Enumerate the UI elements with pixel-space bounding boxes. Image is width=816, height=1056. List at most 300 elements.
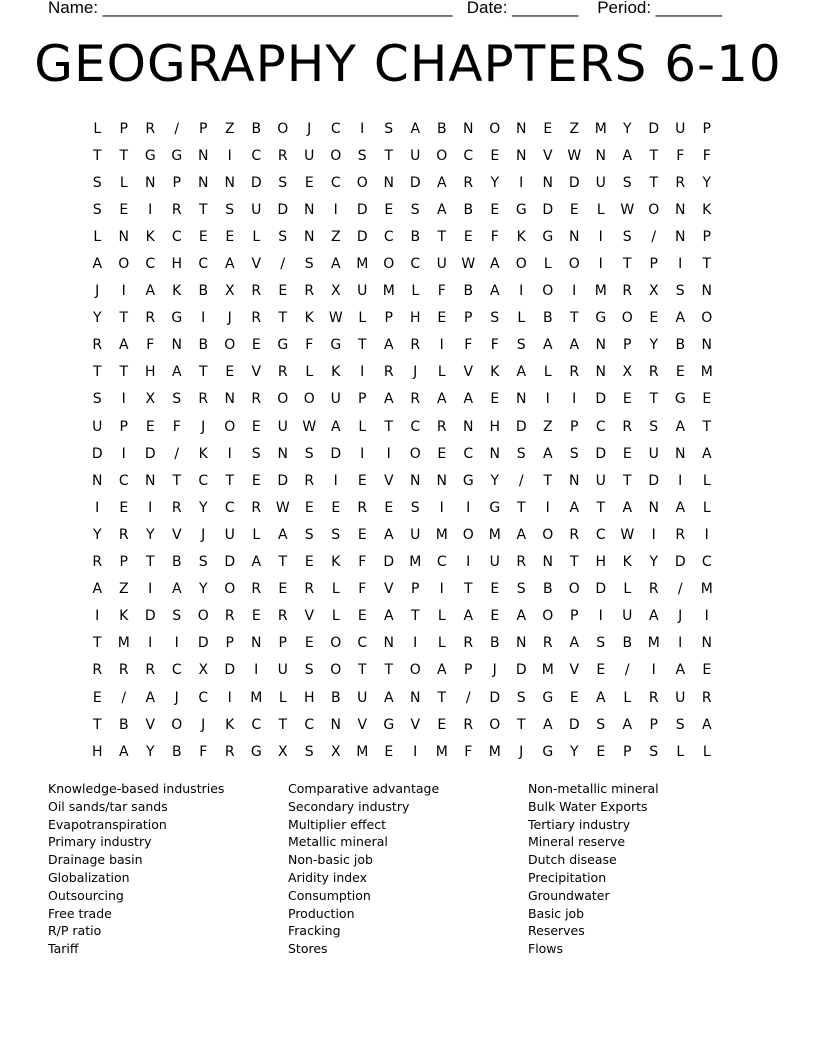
grid-letter: T (92, 147, 102, 164)
grid-letter: R (118, 526, 129, 543)
grid-letter: K (331, 364, 341, 381)
grid-letter: N (675, 228, 686, 245)
grid-letter: E (702, 662, 712, 679)
grid-letter: Y (198, 581, 208, 598)
grid-letter: N (436, 472, 447, 489)
grid-letter: V (304, 608, 315, 625)
grid-letter: C (171, 662, 182, 679)
grid-letter: R (569, 364, 580, 381)
grid-letter: / (624, 662, 630, 679)
grid-letter: N (463, 418, 474, 435)
grid-letter: A (436, 391, 447, 408)
grid-letter: N (516, 635, 527, 652)
grid-letter: X (330, 743, 341, 760)
grid-letter: T (357, 662, 367, 679)
word-item: Drainage basin (48, 852, 143, 868)
grid-letter: L (623, 689, 632, 706)
grid-letter: T (622, 256, 632, 273)
grid-letter: Y (92, 526, 102, 543)
grid-letter: A (569, 499, 580, 516)
grid-letter: Y (649, 337, 659, 354)
grid-letter: I (598, 608, 603, 625)
grid-letter: R (675, 526, 686, 543)
word-item: Tertiary industry (528, 816, 631, 832)
grid-letter: S (304, 445, 314, 462)
grid-letter: I (651, 662, 656, 679)
grid-letter: E (278, 581, 288, 598)
grid-letter: O (436, 147, 448, 164)
grid-letter: K (622, 554, 632, 571)
grid-letter: Y (649, 554, 659, 571)
grid-letter: N (463, 120, 474, 137)
word-item: Non-metallic mineral (528, 781, 659, 796)
grid-letter: E (251, 472, 261, 489)
grid-letter: O (542, 608, 554, 625)
grid-letter: S (225, 201, 235, 218)
grid-letter: G (383, 716, 395, 733)
grid-letter: S (516, 689, 526, 706)
grid-letter: A (569, 635, 580, 652)
grid-letter: C (463, 445, 474, 462)
grid-letter: M (488, 743, 501, 760)
grid-letter: N (198, 174, 209, 191)
word-item: Flows (528, 941, 564, 957)
grid-letter: E (543, 120, 553, 137)
grid-letter: A (436, 662, 447, 679)
grid-letter: G (542, 228, 554, 245)
grid-letter: T (357, 337, 367, 354)
grid-letter: O (515, 256, 527, 273)
grid-letter: I (333, 201, 338, 218)
grid-letter: N (516, 120, 527, 137)
grid-letter: T (225, 472, 235, 489)
grid-letter: U (357, 283, 368, 300)
grid-letter: U (224, 526, 235, 543)
grid-letter: P (570, 418, 579, 435)
grid-letter: E (304, 499, 314, 516)
grid-letter: E (437, 310, 447, 327)
grid-letter: E (490, 608, 500, 625)
grid-letter: E (251, 418, 261, 435)
grid-letter: O (330, 662, 342, 679)
grid-letter: C (118, 472, 129, 489)
grid-letter: O (330, 147, 342, 164)
grid-letter: F (702, 147, 711, 164)
grid-letter: F (676, 147, 685, 164)
grid-letter: N (516, 391, 527, 408)
grid-letter: R (383, 364, 394, 381)
grid-letter: S (596, 716, 606, 733)
grid-letter: S (304, 256, 314, 273)
grid-letter: O (277, 391, 289, 408)
grid-letter: E (437, 716, 447, 733)
grid-letter: D (568, 716, 580, 733)
grid-letter: A (622, 716, 633, 733)
grid-letter: R (357, 499, 368, 516)
grid-letter: O (330, 635, 342, 652)
grid-letter: N (330, 716, 341, 733)
grid-letter: C (198, 472, 209, 489)
grid-letter: B (251, 120, 262, 137)
grid-letter: N (569, 472, 580, 489)
grid-letter: N (542, 554, 553, 571)
grid-letter: A (171, 364, 182, 381)
grid-letter: C (198, 256, 209, 273)
grid-letter: O (489, 120, 501, 137)
grid-letter: I (174, 635, 179, 652)
grid-letter: F (146, 337, 155, 354)
grid-letter: I (201, 310, 206, 327)
grid-letter: T (649, 174, 659, 191)
grid-letter: C (251, 716, 262, 733)
grid-letter: K (516, 228, 526, 245)
grid-letter: S (622, 228, 632, 245)
grid-letter: Z (118, 581, 129, 598)
grid-letter: T (463, 581, 473, 598)
grid-letter: A (383, 337, 394, 354)
grid-letter: R (251, 581, 262, 598)
grid-letter: E (622, 391, 632, 408)
grid-letter: R (675, 174, 686, 191)
grid-letter: S (92, 201, 102, 218)
grid-letter: R (463, 716, 474, 733)
grid-letter: N (145, 174, 156, 191)
grid-letter: P (278, 635, 287, 652)
grid-letter: C (330, 174, 341, 191)
grid-letter: T (172, 472, 182, 489)
grid-letter: K (198, 445, 208, 462)
grid-letter: R (436, 418, 447, 435)
grid-letter: C (701, 554, 712, 571)
grid-letter: C (145, 256, 156, 273)
grid-letter: P (702, 228, 711, 245)
grid-letter: L (93, 228, 102, 245)
grid-letter: L (252, 228, 261, 245)
grid-letter: T (119, 147, 129, 164)
grid-letter: I (466, 554, 471, 571)
word-item: Production (288, 905, 355, 921)
word-column (528, 780, 768, 958)
grid-letter: S (172, 608, 182, 625)
grid-letter: U (410, 147, 421, 164)
grid-letter: L (702, 472, 711, 489)
grid-letter: / (465, 689, 471, 706)
grid-letter: A (542, 337, 553, 354)
grid-letter: R (277, 147, 288, 164)
grid-letter: A (92, 256, 103, 273)
grid-letter: N (198, 147, 209, 164)
grid-letter: A (489, 256, 500, 273)
grid-letter: C (595, 418, 606, 435)
grid-letter: D (595, 581, 607, 598)
grid-letter: L (358, 310, 367, 327)
grid-letter: T (410, 608, 420, 625)
word-item: Knowledge-based industries (48, 781, 225, 796)
grid-letter: T (145, 554, 155, 571)
grid-letter: L (543, 256, 552, 273)
grid-letter: T (649, 391, 659, 408)
grid-letter: Y (622, 120, 632, 137)
grid-letter: R (251, 283, 262, 300)
grid-letter: P (649, 256, 658, 273)
grid-letter: E (675, 364, 685, 381)
grid-letter: L (437, 608, 446, 625)
grid-letter: N (224, 391, 235, 408)
grid-letter: W (328, 310, 343, 327)
grid-letter: T (384, 662, 394, 679)
grid-letter: H (91, 743, 103, 760)
word-item: Reserves (528, 923, 585, 939)
word-item: Mineral reserve (528, 834, 626, 850)
grid-letter: J (174, 689, 179, 706)
grid-letter: A (463, 391, 474, 408)
grid-letter: L (676, 743, 685, 760)
grid-letter: G (674, 391, 686, 408)
grid-letter: D (515, 418, 527, 435)
grid-letter: E (331, 499, 341, 516)
grid-letter: C (224, 499, 235, 516)
grid-letter: S (516, 445, 526, 462)
grid-letter: S (596, 635, 606, 652)
grid-letter: G (277, 337, 289, 354)
grid-letter: I (121, 445, 126, 462)
grid-letter: U (675, 689, 686, 706)
grid-letter: A (330, 418, 341, 435)
grid-letter: U (595, 174, 606, 191)
grid-letter: / (121, 689, 127, 706)
grid-letter: R (410, 391, 421, 408)
grid-letter: P (464, 662, 473, 679)
grid-letter: O (489, 716, 501, 733)
grid-letter: M (435, 526, 448, 543)
grid-letter: L (411, 283, 420, 300)
grid-letter: I (413, 635, 418, 652)
grid-letter: N (410, 689, 421, 706)
grid-letter: E (225, 228, 235, 245)
grid-letter: A (675, 418, 686, 435)
grid-letter: R (542, 635, 553, 652)
grid-letter: D (595, 445, 607, 462)
grid-letter: I (598, 228, 603, 245)
grid-letter: E (649, 310, 659, 327)
grid-letter: B (675, 337, 686, 354)
grid-letter: R (171, 499, 182, 516)
grid-letter: D (648, 120, 660, 137)
grid-letter: T (622, 472, 632, 489)
grid-letter: L (596, 201, 605, 218)
grid-letter: E (357, 608, 367, 625)
word-item: Comparative advantage (288, 781, 440, 796)
grid-letter: P (623, 337, 632, 354)
grid-letter: J (201, 716, 206, 733)
grid-letter: T (384, 418, 394, 435)
word-item: Non-basic job (288, 852, 373, 868)
grid-letter: A (516, 526, 527, 543)
grid-letter: S (304, 662, 314, 679)
grid-letter: L (702, 743, 711, 760)
grid-letter: R (410, 337, 421, 354)
grid-letter: E (384, 201, 394, 218)
grid-letter: R (569, 526, 580, 543)
grid-letter: I (227, 689, 232, 706)
grid-letter: S (410, 499, 420, 516)
grid-letter: M (700, 581, 713, 598)
grid-letter: R (304, 283, 315, 300)
grid-letter: B (542, 310, 553, 327)
grid-letter: C (410, 418, 421, 435)
grid-letter: U (304, 147, 315, 164)
grid-letter: I (439, 499, 444, 516)
grid-letter: S (92, 174, 102, 191)
grid-letter: / (174, 445, 180, 462)
grid-letter: E (384, 499, 394, 516)
grid-letter: M (594, 120, 607, 137)
grid-letter: A (330, 256, 341, 273)
grid-letter: J (413, 364, 418, 381)
grid-letter: G (144, 147, 156, 164)
grid-letter: A (383, 689, 394, 706)
grid-letter: O (621, 310, 633, 327)
word-item: Precipitation (528, 869, 607, 885)
grid-letter: P (119, 418, 128, 435)
word-item: Stores (288, 941, 328, 957)
grid-letter: R (304, 581, 315, 598)
grid-letter: A (622, 147, 633, 164)
grid-letter: I (545, 391, 550, 408)
grid-letter: R (622, 283, 633, 300)
word-item: Secondary industry (288, 798, 410, 814)
grid-letter: R (648, 689, 659, 706)
grid-letter: O (118, 256, 130, 273)
grid-letter: E (225, 364, 235, 381)
grid-letter: I (439, 581, 444, 598)
grid-letter: B (171, 743, 182, 760)
grid-letter: A (118, 743, 129, 760)
grid-letter: I (360, 445, 365, 462)
grid-letter: C (171, 228, 182, 245)
word-item: Oil sands/tar sands (48, 798, 168, 814)
grid-letter: V (145, 716, 156, 733)
grid-letter: U (330, 391, 341, 408)
grid-letter: M (594, 283, 607, 300)
grid-letter: A (436, 174, 447, 191)
grid-letter: B (410, 228, 421, 245)
grid-letter: A (542, 716, 553, 733)
grid-letter: E (490, 147, 500, 164)
grid-letter: X (622, 364, 633, 381)
grid-letter: V (251, 256, 262, 273)
grid-letter: V (542, 147, 553, 164)
grid-letter: U (92, 418, 103, 435)
grid-letter: F (172, 418, 181, 435)
grid-letter: K (702, 201, 712, 218)
grid-letter: D (489, 689, 501, 706)
grid-letter: D (277, 472, 289, 489)
grid-letter: E (357, 472, 367, 489)
grid-letter: P (384, 310, 393, 327)
grid-letter: H (595, 554, 607, 571)
grid-letter: O (409, 662, 421, 679)
grid-letter: N (224, 174, 235, 191)
grid-letter: F (199, 743, 208, 760)
grid-letter: A (595, 689, 606, 706)
grid-letter: L (331, 581, 340, 598)
grid-letter: O (542, 526, 554, 543)
grid-letter: I (439, 337, 444, 354)
grid-letter: R (251, 391, 262, 408)
grid-letter: U (622, 608, 633, 625)
grid-letter: E (119, 201, 129, 218)
grid-letter: A (251, 554, 262, 571)
grid-letter: A (145, 283, 156, 300)
grid-letter: L (623, 581, 632, 598)
grid-letter: F (358, 581, 367, 598)
grid-letter: J (95, 283, 100, 300)
grid-letter: T (702, 256, 712, 273)
grid-letter: I (678, 635, 683, 652)
grid-letter: D (144, 608, 156, 625)
grid-letter: P (199, 120, 208, 137)
grid-letter: I (360, 120, 365, 137)
grid-letter: G (489, 499, 501, 516)
grid-letter: T (198, 364, 208, 381)
grid-letter: D (383, 554, 395, 571)
grid-letter: A (701, 716, 712, 733)
grid-letter: L (358, 418, 367, 435)
grid-letter: R (648, 581, 659, 598)
grid-letter: B (436, 120, 447, 137)
grid-letter: N (410, 472, 421, 489)
grid-letter: I (121, 283, 126, 300)
grid-letter: I (95, 499, 100, 516)
grid-letter: X (648, 283, 659, 300)
grid-letter: F (464, 337, 473, 354)
grid-letter: P (649, 716, 658, 733)
grid-letter: N (569, 228, 580, 245)
grid-letter: W (567, 147, 582, 164)
grid-letter: R (701, 689, 712, 706)
word-item: Dutch disease (528, 852, 617, 868)
grid-letter: L (331, 608, 340, 625)
grid-letter: I (121, 391, 126, 408)
grid-letter: Y (490, 472, 500, 489)
grid-letter: S (569, 445, 579, 462)
grid-letter: A (277, 526, 288, 543)
word-item: R/P ratio (48, 923, 102, 939)
grid-letter: G (542, 689, 554, 706)
grid-letter: T (437, 228, 447, 245)
grid-letter: N (595, 147, 606, 164)
grid-letter: D (568, 174, 580, 191)
grid-letter: I (519, 174, 524, 191)
grid-letter: T (92, 716, 102, 733)
grid-letter: O (277, 120, 289, 137)
grid-letter: D (674, 554, 686, 571)
grid-letter: T (278, 716, 288, 733)
grid-letter: D (356, 201, 368, 218)
word-column (48, 780, 288, 958)
grid-letter: E (304, 554, 314, 571)
letter-grid (84, 115, 720, 765)
grid-letter: I (386, 445, 391, 462)
grid-letter: C (410, 256, 421, 273)
grid-letter: C (304, 716, 315, 733)
grid-letter: S (92, 391, 102, 408)
grid-letter: R (224, 608, 235, 625)
grid-letter: R (92, 554, 103, 571)
grid-letter: V (383, 581, 394, 598)
grid-letter: U (277, 662, 288, 679)
